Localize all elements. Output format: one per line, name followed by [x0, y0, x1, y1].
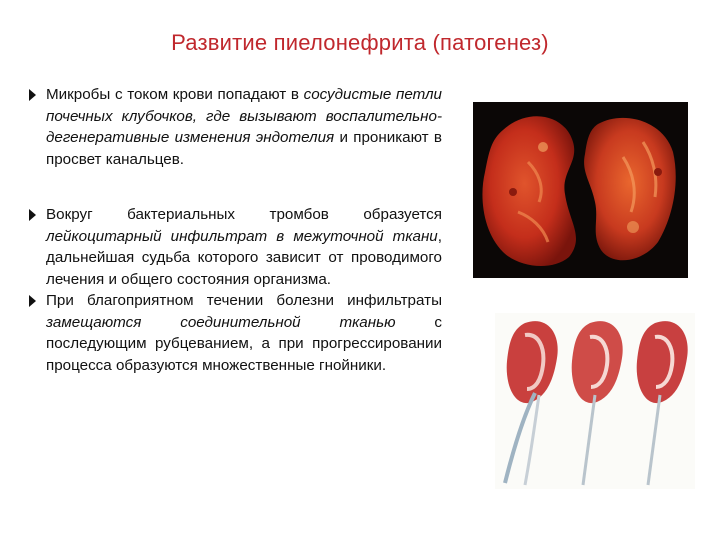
bullet-item-2 [24, 204, 442, 290]
bullet-list [24, 84, 442, 376]
bullet-arrow-icon [29, 89, 36, 101]
bullet-2-text-b: , дальнейшая судьба которого зависит от проводимого лечения и общего состояния организма. [46, 227, 442, 288]
bullet-3-text-a: При благоприятном течении болезни инфильтраты [46, 292, 442, 309]
bullet-arrow-icon [29, 209, 36, 221]
bullet-2-text-italic: лейкоцитарный инфильтрат в межуточной ткани [46, 227, 438, 245]
bullet-item-3 [24, 290, 442, 376]
bullet-arrow-icon [29, 295, 36, 307]
bullet-1-text-b: и проникают в просвет канальцев. [46, 129, 442, 168]
bullet-3-text-italic: замещаются соединительной тканью [46, 313, 396, 331]
bullet-1-text-italic: сосудистые петли почечных клубочков, где вызывают воспалительно-дегенеративные изменения эндотелия [46, 86, 442, 146]
bullet-3-text-b: с последующим рубцеванием, а при прогрессировании процесса образуются множественные гнойники. [46, 313, 442, 374]
bullet-1-text-a: Микробы с током крови попадают в [46, 86, 304, 103]
bullet-2-text-a: Вокруг бактериальных тромбов образуется [46, 206, 442, 223]
kidney-photo-icon [473, 102, 688, 278]
bullet-item-1 [24, 84, 442, 170]
page-title: Развитие пиелонефрита (патогенез) [171, 30, 549, 55]
kidney-illustration-icon [495, 313, 695, 489]
